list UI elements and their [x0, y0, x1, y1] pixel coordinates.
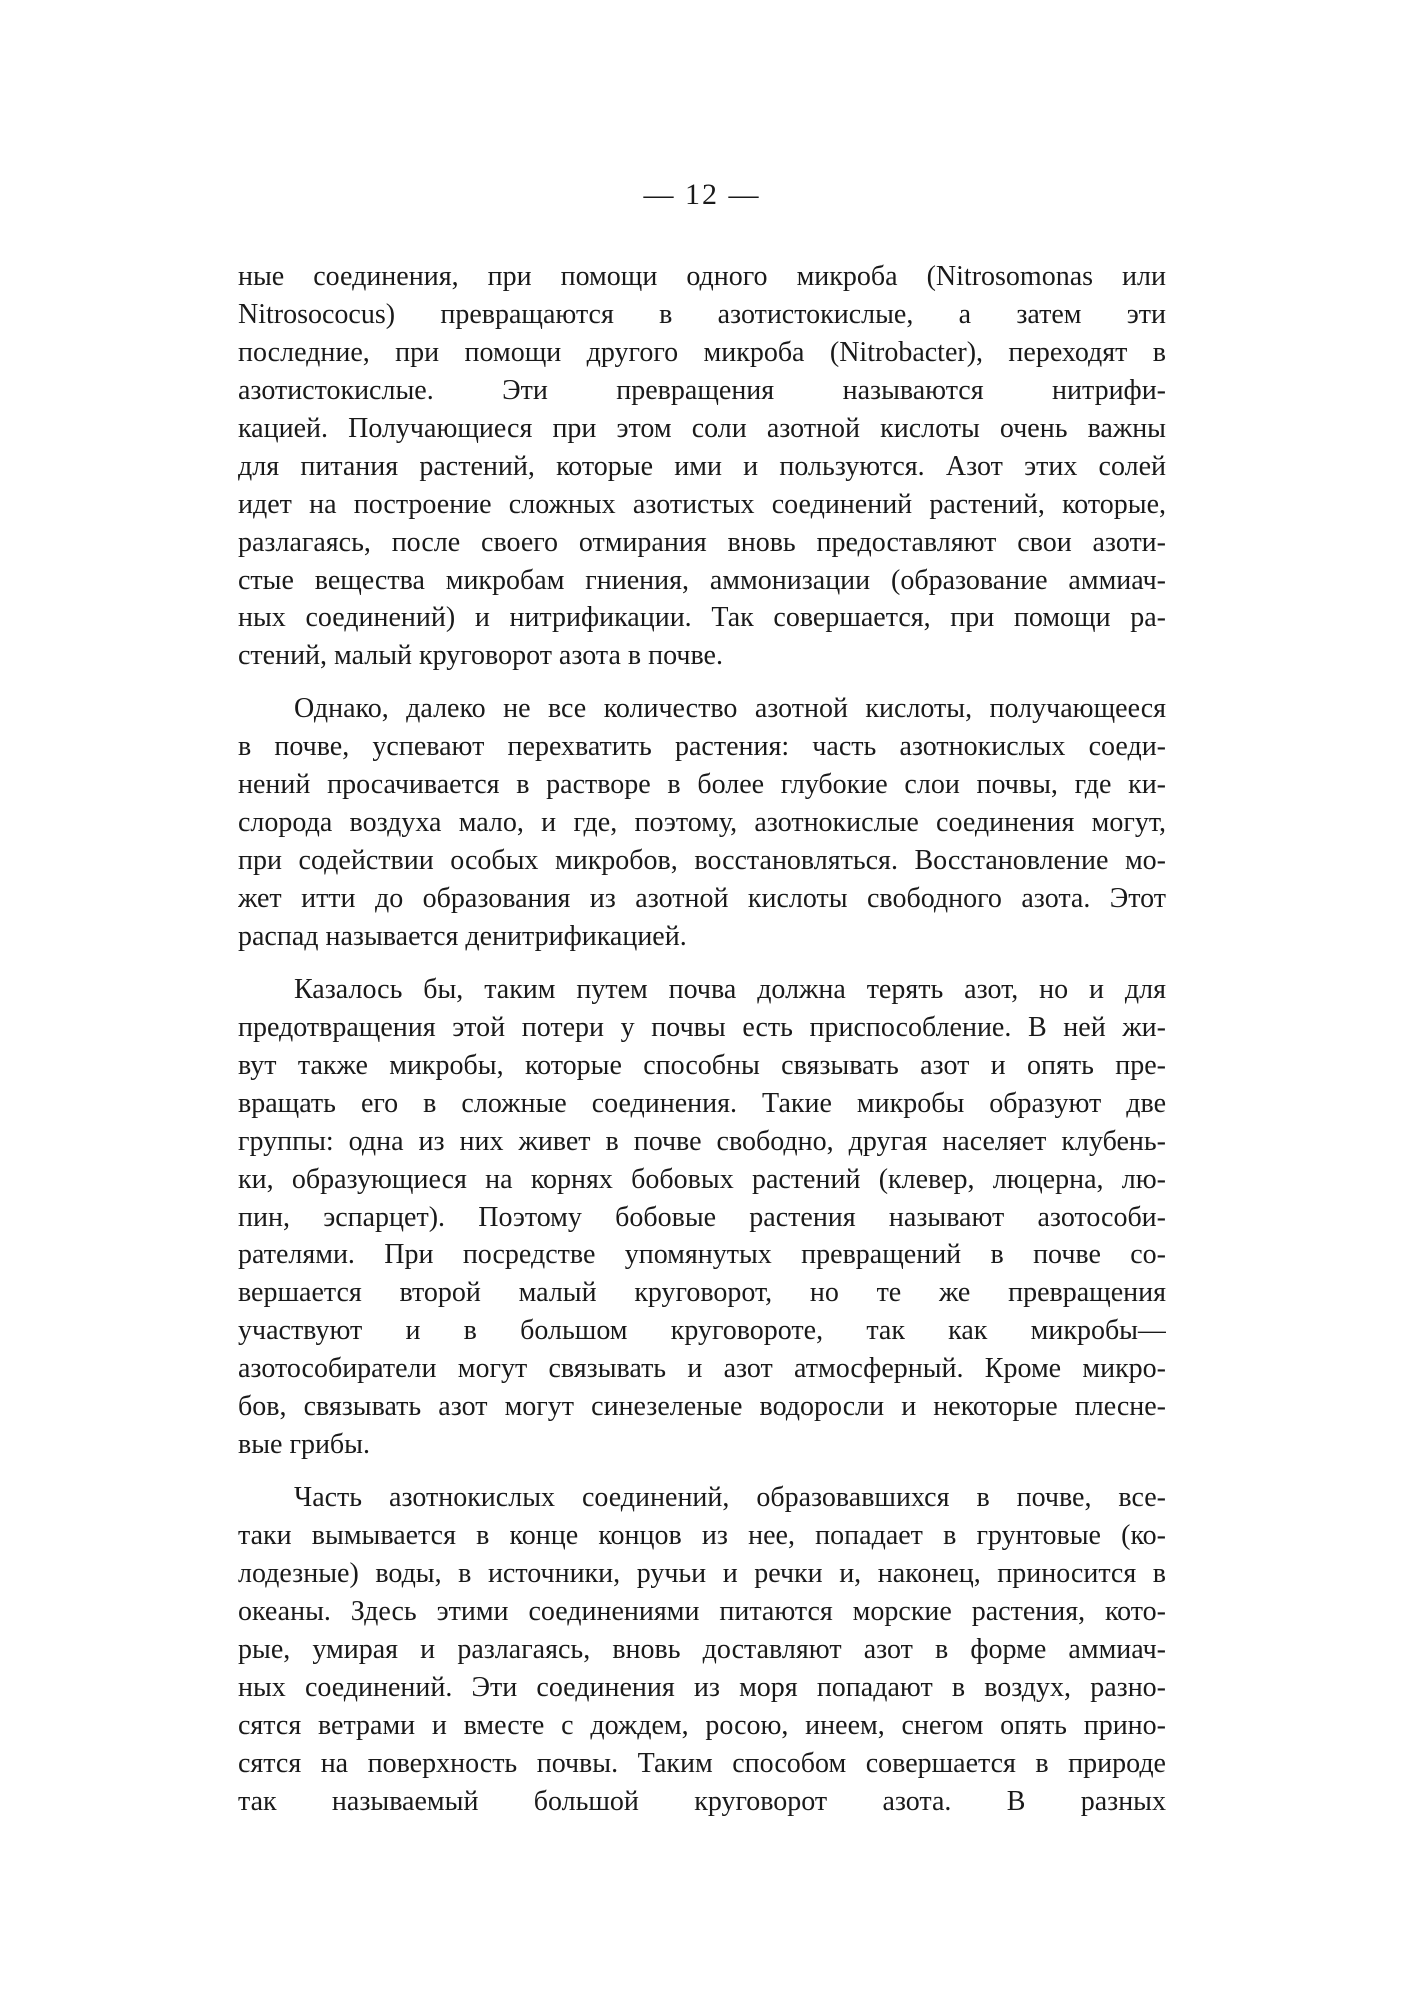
text-line: вые грибы. [238, 1429, 370, 1461]
paragraph-1 [238, 258, 1166, 675]
text-line: участвуют и в большом круговороте, так как микробы— [238, 1315, 1166, 1347]
paragraph-3 [238, 971, 1166, 1464]
text-line: жет итти до образования из азотной кислоты свободного азота. Этот [238, 883, 1166, 914]
text-line: сятся на поверхность почвы. Таким способом совершается в природе [238, 1747, 1166, 1779]
text-line: группы: одна из них живет в почве свободно, другая населяет клубень- [238, 1125, 1166, 1157]
text-line: ки, образующиеся на корнях бобовых растений (клевер, люцерна, лю- [238, 1163, 1166, 1195]
text-line: Nitrosococus) превращаются в азотистокислые, а затем эти [238, 298, 1166, 330]
page-number: — 12 — [643, 178, 761, 211]
text-line: распад называется денитрификацией. [238, 920, 687, 952]
text-line: предотвращения этой потери у почвы есть приспособление. В ней жи- [238, 1011, 1166, 1043]
text-line: стые вещества микробам гниения, аммонизации (образование аммиач- [238, 564, 1166, 596]
paragraph-4 [238, 1479, 1166, 1820]
text-line: в почве, успевают перехватить растения: часть азотнокислых соеди- [238, 731, 1166, 763]
text-line: для питания растений, которые ими и пользуются. Азот этих солей [238, 450, 1166, 482]
body-text [238, 258, 1166, 1821]
text-line: кацией. Получающиеся при этом соли азотной кислоты очень важны [238, 412, 1166, 444]
text-line: разлагаясь, после своего отмирания вновь предоставляют свои азоти- [238, 526, 1166, 558]
text-line: при содействии особых микробов, восстановляться. Восстановление мо- [238, 845, 1166, 877]
text-line: вершается второй малый круговорот, но те же превращения [238, 1277, 1166, 1309]
text-line: последние, при помощи другого микроба (Nitrobacter), переходят в [238, 336, 1166, 368]
text-line: слорода воздуха мало, и где, поэтому, азотнокислые соединения могут, [238, 807, 1166, 839]
text-line: лодезные) воды, в источники, ручьи и речки и, наконец, приносится в [238, 1557, 1166, 1589]
text-line: идет на построение сложных азотистых соединений растений, которые, [238, 488, 1166, 520]
text-line: сятся ветрами и вместе с дождем, росою, инеем, снегом опять прино- [238, 1709, 1166, 1741]
text-line: азотособиратели могут связывать и азот атмосферный. Кроме микро- [238, 1353, 1166, 1385]
text-line: таки вымывается в конце концов из нее, попадает в грунтовые (ко- [238, 1520, 1166, 1551]
text-line: так называемый большой круговорот азота. В разных [238, 1785, 1166, 1817]
text-line: вут также микробы, которые способны связывать азот и опять пре- [238, 1049, 1166, 1081]
text-line: рателями. При посредстве упомянутых превращений в почве со- [238, 1239, 1166, 1271]
text-line: Однако, далеко не все количество азотной кислоты, получающееся [294, 693, 1166, 725]
text-line: Часть азотнокислых соединений, образовавшихся в почве, все- [294, 1482, 1166, 1514]
text-line: азотистокислые. Эти превращения называются нитрифи- [238, 374, 1166, 406]
text-line: нений просачивается в растворе в более глубокие слои почвы, где ки- [238, 769, 1166, 801]
text-line: стений, малый круговорот азота в почве. [238, 640, 723, 672]
text-line: ные соединения, при помощи одного микроба (Nitrosomonas или [238, 261, 1166, 292]
text-line: ных соединений) и нитрификации. Так совершается, при помощи ра- [238, 602, 1166, 634]
text-line: бов, связывать азот могут синезеленые водоросли и некоторые плесне- [238, 1391, 1166, 1423]
text-line: океаны. Здесь этими соединениями питаются морские растения, кото- [238, 1595, 1166, 1627]
text-line: вращать его в сложные соединения. Такие микробы образуют две [238, 1087, 1166, 1119]
text-line: ных соединений. Эти соединения из моря попадают в воздух, разно- [238, 1671, 1166, 1703]
text-line: пин, эспарцет). Поэтому бобовые растения называют азотособи- [238, 1201, 1166, 1233]
paragraph-2 [238, 690, 1166, 956]
text-line: рые, умирая и разлагаясь, вновь доставляют азот в форме аммиач- [238, 1633, 1166, 1665]
text-line: Казалось бы, таким путем почва должна терять азот, но и для [294, 973, 1166, 1005]
